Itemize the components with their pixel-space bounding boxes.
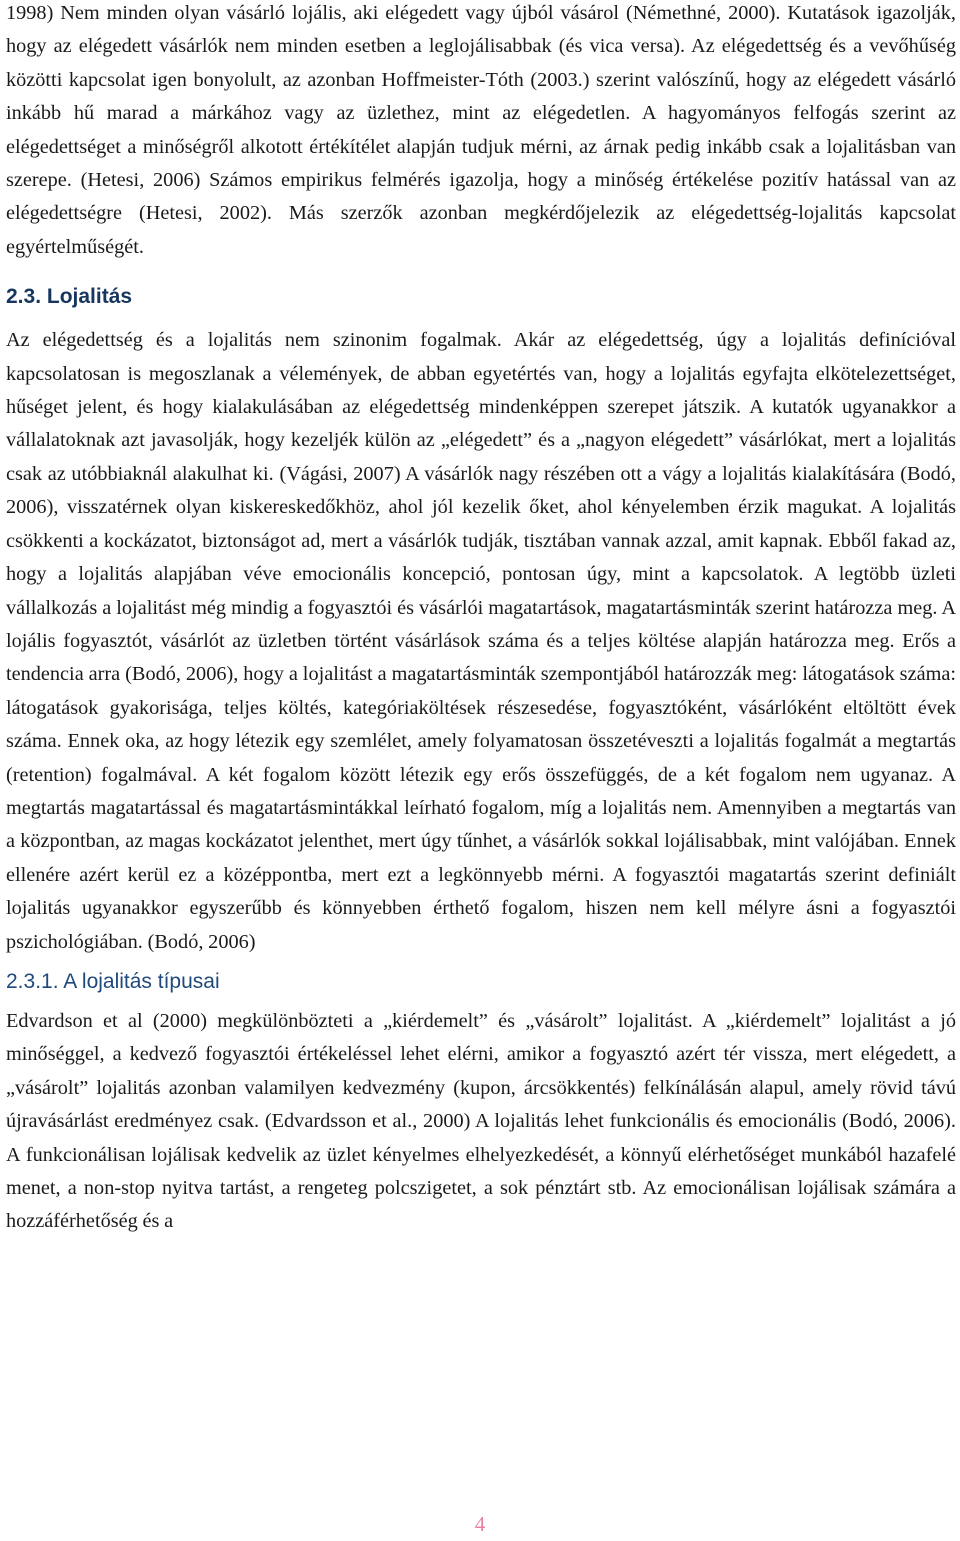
- subsection-heading-loyalty-types: 2.3.1. A lojalitás típusai: [6, 969, 220, 993]
- body-paragraph-loyalty: Az elégedettség és a lojalitás nem szinonim fogalmak. Akár az elégedettség, úgy a lojalitás definícióval kapcsolatosan is megoszlanak a vélemények, de abban egyetértés van, hogy a lojalitás egyfajta elkötelezettséget, hűséget jelent, és hogy kialakulásában az elégedettség mindenképpen szerepet játszik. A kutatók ugyanakkor a vállalatoknak azt javasolják, hogy kezeljék külön az „elégedett” és a „nagyon elégedett” vásárlókat, mert a lojalitás csak az utóbbiaknál alakulhat ki. (Vágási, 2007) A vásárlók nagy részében ott a vágy a lojalitás kialakítására (Bodó, 2006), visszatérnek olyan kiskereskedőkhöz, ahol jól kezelik őket, ahol kényelemben érzik magukat. A lojalitás csökkenti a kockázatot, biztonságot ad, mert a vásárlók tudják, tisztában vannak azzal, amit kapnak. Ebből fakad az, hogy a lojalitás alapjában véve emocionális koncepció, pontosan úgy, mint a kapcsolatok. A legtöbb üzleti vállalkozás a lojalitást még mindig a fogyasztói és vásárlói magatartások, magatartásminták szerint határozza meg. A lojális fogyasztót, vásárlót az üzletben történt vásárlások száma és a teljes költése alapján határozza meg. Erős a tendencia arra (Bodó, 2006), hogy a lojalitást a magatartásminták szempontjából határozzák meg: látogatások száma: látogatások gyakorisága, teljes költés, kategóriaköltések részesedése, fogyasztóként, vásárlóként eltöltött évek száma. Ennek oka, az hogy létezik egy szemlélet, amely folyamatosan összetéveszti a lojalitás fogalmát a megtartás (retention) fogalmával. A két fogalom között létezik egy erős összefüggés, de a két fogalom nem ugyanaz. A megtartás magatartással és magatartásmintákkal leírható fogalom, míg a lojalitás nem. Amennyiben a megtartás van a központban, az magas kockázatot jelenthet, mert úgy tűnhet, a vásárlók sokkal lojálisabbak, mint valójában. Ennek ellenére azért kerül ez a középpontba, mert ezt a legkönnyebb mérni. A fogyasztói magatartás szerint definiált lojalitás ugyanakkor egyszerűbb és könnyebben érthető fogalom, hiszen nem kell mélyre ásni a fogyasztói pszichológiában. (Bodó, 2006): [6, 329, 956, 953]
- page-number: 4: [474, 1512, 486, 1536]
- document-page: [6, 0, 956, 1239]
- body-paragraph-satisfaction: 1998) Nem minden olyan vásárló lojális, aki elégedett vagy újból vásárol (Némethné, 2000). Kutatások igazolják, hogy az elégedett vásárlók nem minden esetben a leglojálisabbak (és vica versa). Az elégedettség és a vevőhűség közötti kapcsolat igen bonyolult, az azonban Hoffmeister-Tóth (2003.) szerint valószínű, hogy az elégedett vásárló inkább hű marad a márkához vagy az üzlethez, mint az elégedetlen. A hagyományos felfogás szerint az elégedettséget a minőségről alkotott értékítélet alapján tudjuk mérni, az árnak pedig inkább csak a lojalitásban van szerepe. (Hetesi, 2006) Számos empirikus felmérés igazolja, hogy a minőség értékelése pozitív hatással van az elégedettségre (Hetesi, 2002). Más szerzők azonban megkérdőjelezik az elégedettség-lojalitás kapcsolat egyértelműségét.: [6, 2, 956, 258]
- section-heading-lojalitas: 2.3. Lojalitás: [6, 285, 133, 309]
- body-paragraph-loyalty-types: Edvardson et al (2000) megkülönbözteti a „kiérdemelt” és „vásárolt” lojalitást. A „kiérdemelt” lojalitást a jó minőséggel, a kedvező fogyasztói értékeléssel lehet elérni, amikor a fogyasztó azért tér vissza, mert elégedett, a „vásárolt” lojalitás azonban valamilyen kedvezmény (kupon, árcsökkentés) felkínálásán alapul, amely rövid távú újravásárlást eredményez csak. (Edvardsson et al., 2000) A lojalitás lehet funkcionális és emocionális (Bodó, 2006). A funkcionálisan lojálisak kedvelik az üzlet kényelmes elhelyezkedését, a könnyű elérhetőséget munkából hazafelé menet, a non-stop nyitva tartást, a rengeteg polcszigetet, a sok pénztárt stb. Az emocionálisan lojálisak számára a hozzáférhetőség és a: [6, 1009, 956, 1233]
